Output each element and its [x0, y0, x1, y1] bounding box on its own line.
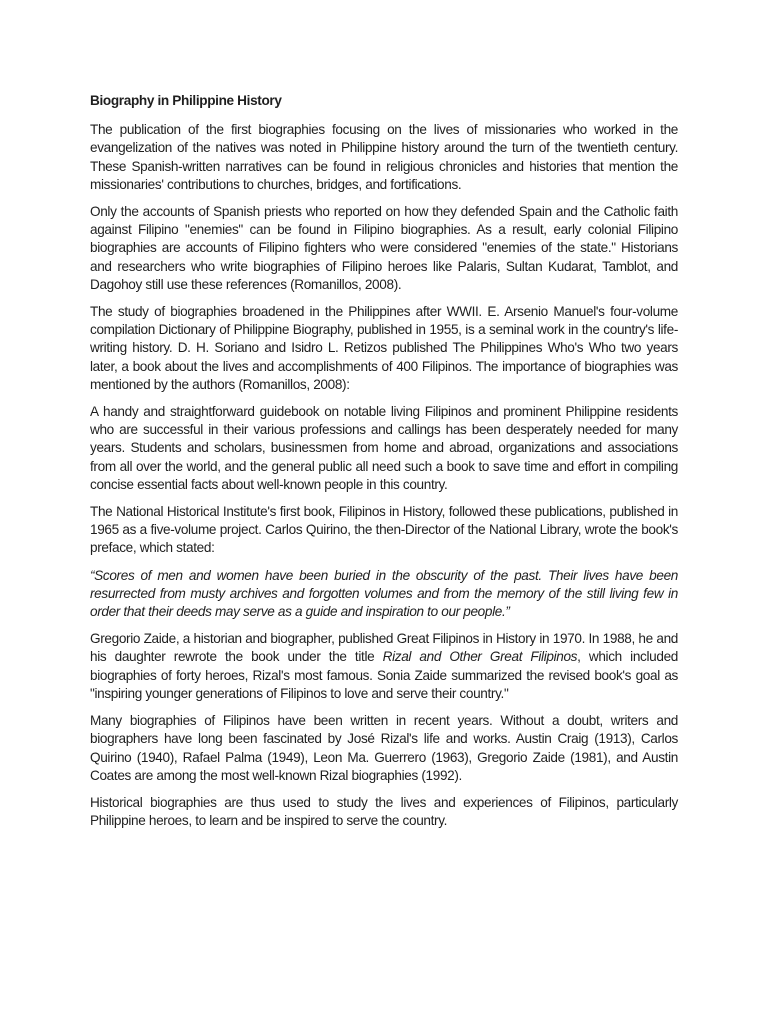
- paragraph-conclusion: Historical biographies are thus used to study the lives and experiences of Filipinos, particularly Philippine heroes, to learn and be inspired to serve the country.: [90, 794, 678, 829]
- quote-preface: “Scores of men and women have been buried in the obscurity of the past. Their lives have been resurrected from musty archives and forgotten volumes and from the memory of the still living few in order that their deeds may serve as a guide and inspiration to our people.”: [90, 567, 678, 620]
- paragraph-gregorio-zaide: [90, 630, 678, 703]
- paragraph-guidebook: A handy and straightforward guidebook on notable living Filipinos and prominent Philippine residents who are successful in their various professions and callings has been desperately needed for many years. Students and scholars, businessmen from home and abroad, organizations and associations from all over the world, and the general public all need such a book to save time and effort in compiling concise essential facts about well-known people in this country.: [90, 404, 678, 492]
- paragraph-national-historical-institute: The National Historical Institute's first book, Filipinos in History, followed these publications, published in 1965 as a five-volume project. Carlos Quirino, the then-Director of the National Library, wrote the book's preface, which stated:: [90, 504, 678, 556]
- book-title-italic: Rizal and Other Great Filipinos: [382, 649, 578, 665]
- document-title: Biography in Philippine History: [90, 93, 282, 108]
- paragraph-rizal-biographies: Many biographies of Filipinos have been written in recent years. Without a doubt, writers and biographers have long been fascinated by José Rizal's life and works. Austin Craig (1913), Carlos Quirino (1940), Rafael Palma (1949), Leon Ma. Guerrero (1963), Gregorio Zaide (1981), and Austin Coates are among the most well-known Rizal biographies (1992).: [90, 713, 678, 783]
- paragraph-spanish-accounts: Only the accounts of Spanish priests who reported on how they defended Spain and the Catholic faith against Filipino "enemies" can be found in Filipino biographies. As a result, early colonial Filipino biographies are accounts of Filipino fighters who were considered "enemies of the state." Historians and researchers who write biographies of Filipino heroes like Palaris, Sultan Kudarat, Tamblot, and Dagohoy still use these references (Romanillos, 2008).: [90, 204, 678, 292]
- document-page: [90, 92, 678, 839]
- paragraph-first-biographies: The publication of the first biographies focusing on the lives of missionaries who worked in the evangelization of the natives was noted in Philippine history around the turn of the twentieth century. These Spanish-written narratives can be found in religious chronicles and histories that mention the missionaries' contributions to churches, bridges, and fortifications.: [90, 122, 678, 192]
- paragraph-text: , which included biographies of forty heroes, Rizal's most famous. Sonia Zaide summarized the revised book's goal as "inspiring younger generations of Filipinos to love and serve their country.": [90, 649, 679, 701]
- paragraph-post-wwii: The study of biographies broadened in the Philippines after WWII. E. Arsenio Manuel's four-volume compilation Dictionary of Philippine Biography, published in 1955, is a seminal work in the country's life-writing history. D. H. Soriano and Isidro L. Retizos published The Philippines Who's Who two years later, a book about the lives and accomplishments of 400 Filipinos. The importance of biographies was mentioned by the authors (Romanillos, 2008):: [90, 304, 678, 392]
- paragraph-text: Gregorio Zaide, a historian and biographer, published Great Filipinos in History in 1970. In 1988, he and his daughter rewrote the book under the title: [90, 631, 678, 665]
